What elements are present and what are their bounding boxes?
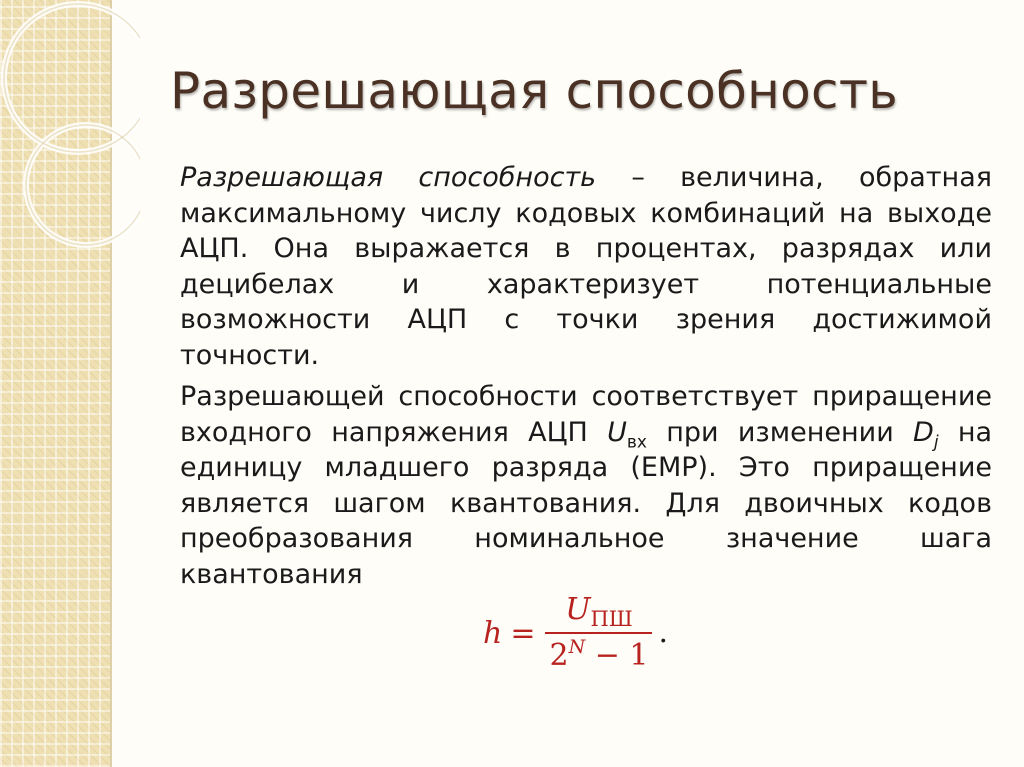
quantization-text-b: при изменении (646, 416, 914, 448)
quantization-step-formula (483, 590, 668, 676)
subscript-j: j (933, 431, 939, 452)
slide-body (180, 160, 992, 592)
formula-denominator (545, 634, 652, 674)
denominator-exponent: N (568, 636, 586, 658)
denominator-base: 2 (549, 638, 569, 673)
formula-fraction (545, 592, 652, 674)
formula-end-mark: . (658, 615, 669, 650)
decorative-circle-large-outline (4, 4, 140, 152)
numerator-subscript: ПШ (590, 607, 633, 631)
decorative-circle-small-outline (26, 125, 140, 245)
numerator-symbol: U (565, 592, 591, 627)
decorative-circles (0, 0, 140, 260)
denominator-rest: − 1 (585, 638, 649, 673)
definition-paragraph (180, 160, 992, 373)
formula-lhs: h (483, 615, 503, 651)
definition-text: – величина, обратная максимальному числу кодовых комбинаций на выходе АЦП. Она выражается в процентах, разрядах или децибелах и характеризует потенциальные возможности АЦП с точки зрения достижимой точности. (180, 162, 992, 371)
symbol-u-input (607, 417, 627, 448)
quantization-text-c: на единицу младшего разряда (ЕМР). Это приращение является шагом квантования. Для двоичных кодов преобразования номинальное значение шага квантования (180, 416, 993, 590)
formula-numerator (557, 592, 641, 632)
defined-term: Разрешающая способность (180, 162, 597, 193)
formula-equals: = (510, 615, 536, 651)
symbol-d: D (913, 416, 934, 448)
subscript-vx: вх (626, 431, 647, 452)
slide-title: Разрешающая способность (170, 62, 899, 120)
symbol-u: U (607, 416, 627, 448)
quantization-text-a: Разрешающей способности соответствует приращение входного напряжения АЦП (180, 381, 992, 448)
quantization-paragraph (180, 379, 992, 592)
